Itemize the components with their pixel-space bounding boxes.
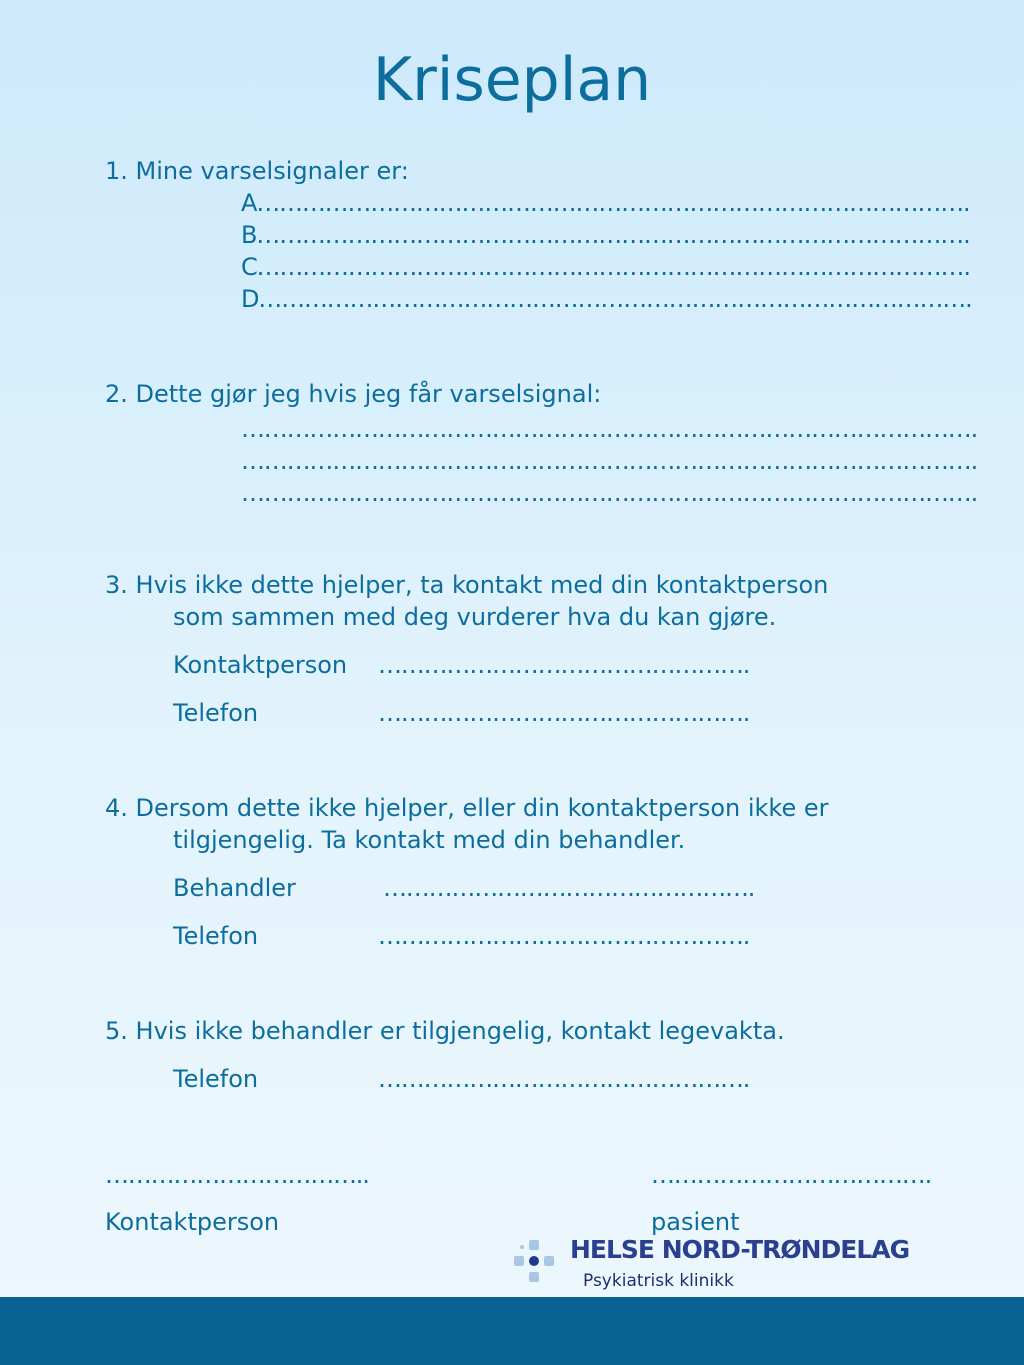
section-2-heading: 2. Dette gjør jeg hvis jeg får varselsignal: [105,380,602,408]
section-4-heading-cont: tilgjengelig. Ta kontakt med din behandler. [173,826,686,854]
contact-phone-field[interactable]: …………………………………………. [378,699,750,727]
patient-signature-label: pasient [651,1208,740,1236]
contact-person-field[interactable]: …………………………………………. [378,651,750,679]
contact-phone-label: Telefon [173,699,259,727]
therapist-phone-field[interactable]: …………………………………………. [378,922,750,950]
section-5-heading: 5. Hvis ikke behandler er tilgjengelig, kontakt legevakta. [105,1017,785,1045]
therapist-phone-label: Telefon [173,922,259,950]
cross-dots-logo-icon [511,1239,557,1287]
contact-signature-label: Kontaktperson [105,1208,280,1236]
action-field-1[interactable]: ……………………………………………………………………………………. [241,415,978,443]
section-4-heading: 4. Dersom dette ikke hjelper, eller din kontaktperson ikke er [105,794,829,822]
action-field-3[interactable]: ……………………………………………………………………………………. [241,479,978,507]
section-3-heading-cont: som sammen med deg vurderer hva du kan gjøre. [173,603,777,631]
organization-logo-text: HELSE NORD-TRØNDELAG [570,1235,910,1264]
action-field-2[interactable]: ……………………………………………………………………………………. [241,447,978,475]
therapist-label: Behandler [173,874,296,902]
emergency-phone-label: Telefon [173,1065,259,1093]
warning-signal-field-b[interactable]: B…………………………………………………………………………………. [241,221,970,249]
contact-signature-field[interactable]: …………………………….. [105,1161,369,1189]
warning-signal-field-a[interactable]: A…………………………………………………………………………………. [241,189,970,217]
therapist-field[interactable]: …………………………………………. [383,874,755,902]
emergency-phone-field[interactable]: …………………………………………. [378,1065,750,1093]
section-3-heading: 3. Hvis ikke dette hjelper, ta kontakt med din kontaktperson [105,571,829,599]
clinic-name: Psykiatrisk klinikk [583,1271,734,1291]
patient-signature-field[interactable]: ………………………………. [651,1161,932,1189]
contact-person-label: Kontaktperson [173,651,348,679]
section-1-heading: 1. Mine varselsignaler er: [105,157,409,185]
warning-signal-field-c[interactable]: C…………………………………………………………………………………. [241,253,970,281]
footer-bar [0,1297,1024,1365]
page-title: Kriseplan [372,45,652,115]
warning-signal-field-d[interactable]: D…………………………………………………………………………………. [241,285,972,313]
